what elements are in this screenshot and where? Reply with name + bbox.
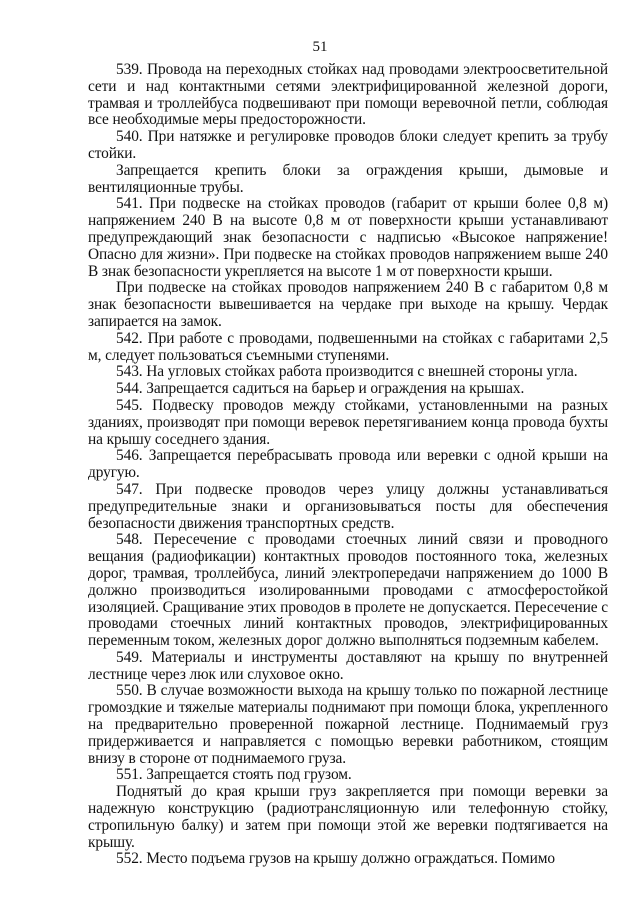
document-body	[88, 62, 608, 868]
paragraph: 547. При подвеске проводов через улицу должны устанавливаться предупредительные знаки и организовываться посты для обеспечения безопасности движения транспортных средств.	[88, 480, 608, 532]
paragraph: При подвеске на стойках проводов напряжением 240 В с габаритом 0,8 м знак безопасности вывешивается на чердаке при выходе на крышу. Чердак запирается на замок.	[88, 279, 608, 330]
paragraph: 540. При натяжке и регулировке проводов блоки следует крепить за трубу стойки.	[88, 128, 608, 162]
paragraph: 541. При подвеске на стойках проводов (габарит от крыши более 0,8 м) напряжением 240 В на высоте 0,8 м от поверхности крыши устанавливают предупреждающий знак безопасности с надписью «Высокое напряжение! Опасно для жизни». При подвеске на стойках проводов напряжением выше 240 В знак безопасности укрепляется на высоте 1 м от поверхности крыши.	[88, 195, 608, 280]
paragraph: 545. Подвеску проводов между стойками, установленными на разных зданиях, производят при помощи веревок перетягиванием конца провода бухты на крышу соседнего здания.	[88, 396, 608, 448]
paragraph: 542. При работе с проводами, подвешенными на стойках с габаритами 2,5 м, следует пользоваться съемными ступенями.	[88, 329, 608, 364]
paragraph: 552. Место подъема грузов на крышу должно ограждаться. Помимо	[116, 850, 555, 868]
paragraph: 546. Запрещается перебрасывать провода или веревки с одной крыши на другую.	[88, 447, 608, 482]
paragraph: 539. Провода на переходных стойках над проводами электроосветительной сети и над контактными сетями электрифицированной железной дороги, трамвая и троллейбуса подвешивают при помощи веревочной петли, соблюдая все необходимые меры предосторожности.	[88, 61, 608, 129]
paragraph: 548. Пересечение с проводами стоечных линий связи и проводного вещания (радиофикации) контактных проводов постоянного тока, железных дорог, трамвая, троллейбуса, линий электропередачи напряжением до 1000 В должно производиться изолированными проводами с атмосферостойкой изоляцией. Сращивание этих проводов в пролете не допускается. Пересечение с проводами стоечных линий контактных проводов, электрифицированных переменным током, железных дорог должно выполняться подземным кабелем.	[88, 531, 608, 650]
paragraph: 550. В случае возможности выхода на крышу только по пожарной лестнице громоздкие и тяжелые материалы поднимают при помощи блока, укрепленного на предварительно проверенной пожарной лестнице. Поднимаемый груз придерживается и направляется с помощью веревки работником, стоящим внизу в стороне от поднимаемого груза.	[88, 682, 608, 767]
paragraph: 544. Запрещается садиться на барьер и ограждения на крышах.	[116, 380, 525, 398]
paragraph: Запрещается крепить блоки за ограждения крыши, дымовые и вентиляционные трубы.	[88, 161, 608, 196]
paragraph: 543. На угловых стойках работа производится с внешней стороны угла.	[116, 363, 578, 381]
paragraph: Поднятый до края крыши груз закрепляется при помощи веревки за надежную конструкцию (радиотрансляционную или телефонную стойку, стропильную балку) и затем при помощи этой же веревки подтягивается на крышу.	[88, 783, 608, 851]
paragraph: 551. Запрещается стоять под грузом.	[116, 766, 352, 784]
page-number: 51	[312, 39, 328, 55]
paragraph: 549. Материалы и инструменты доставляют на крышу по внутренней лестнице через люк или слуховое окно.	[88, 648, 608, 683]
